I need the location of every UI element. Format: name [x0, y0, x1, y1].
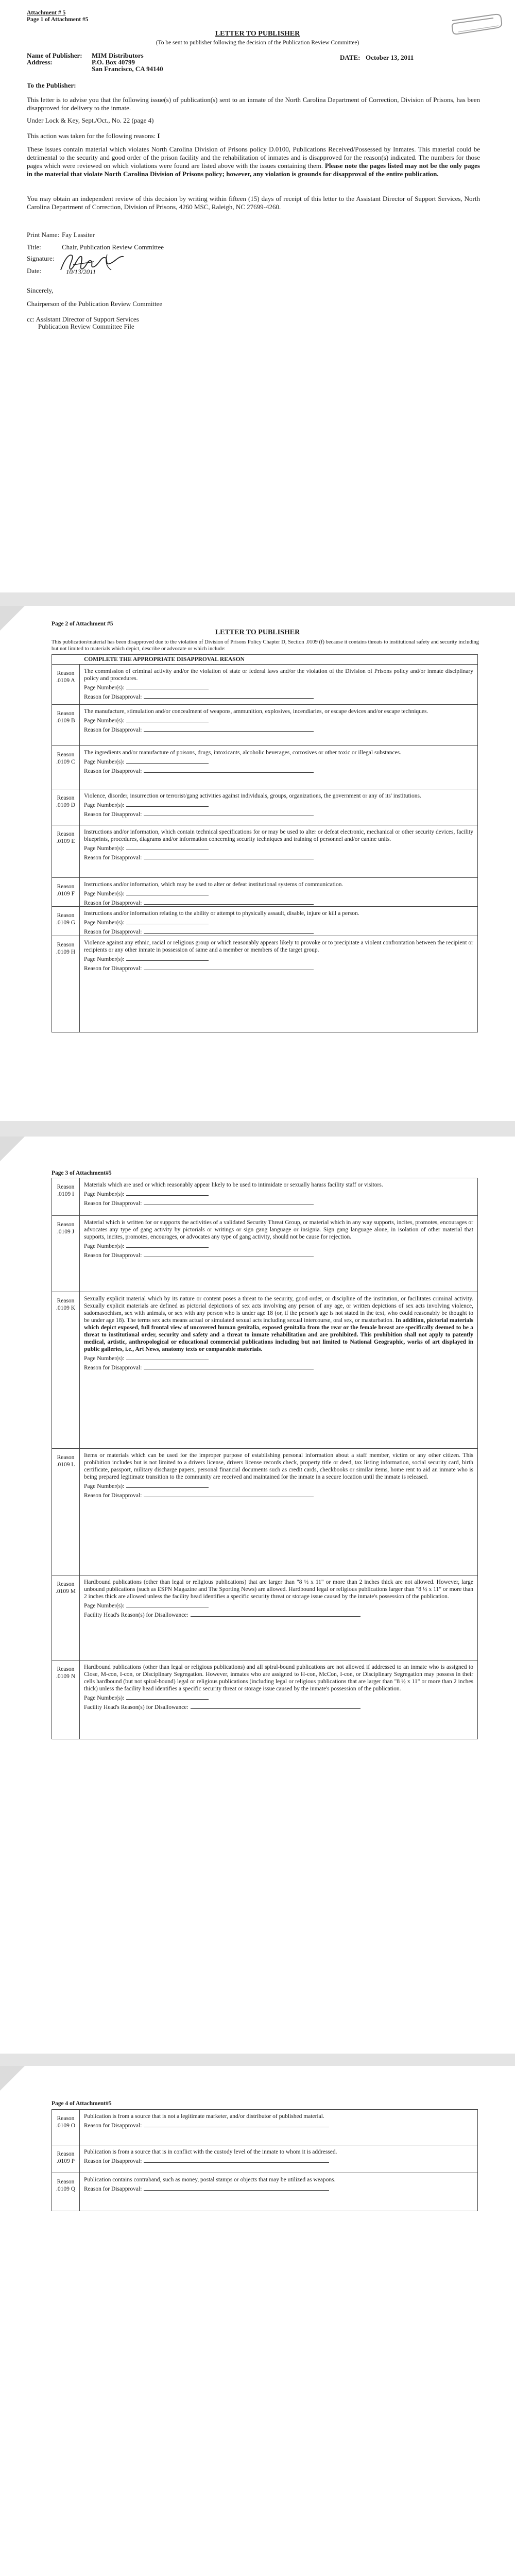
reason-text: Items or materials which can be used for the improper purpose of establishing personal information about a staff member, victim or any other citizen. This prohibition includes but is not limited to a drivers license, drivers license records check, property title or deed, tax listing information, social security card, birth certificate, passport, military discharge papers, personal financial documents such as credit cards, checkbooks or similar items, home rent to aid an inmate who is being prepared legitimate transition to the community are received and maintained for the inmate in a secure location until the inmate is released.	[84, 1452, 473, 1480]
page-numbers-blank	[126, 1601, 209, 1607]
reason-text: Hardbound publications (other than legal or religious publications) that are larger than "8 ½ x 11" or more than 2 inches thick are not allowed. However, large unbound publications (such as ESPN Magazine and The Sporting News) are allowed. Hardbound legal or religious publications larger than "8 ½ x 11" or more than 2 inches thick are allowed unless the facility head identifies a specific security threat or storage issue caused by the inmate's possession of the publication.	[84, 1579, 473, 1600]
page-numbers-label: Page Number(s):	[84, 1695, 125, 1701]
reason-text: Violence against any ethnic, racial or religious group or which reasonably appears likely to provoke or to precipitate a violent confrontation between the recipient or recipients or any other inmate in possession of same and a member or members of the target group.	[84, 940, 473, 953]
reason-disapproval-line	[84, 767, 473, 775]
page-numbers-label: Page Number(s):	[84, 1483, 125, 1489]
reason-row	[52, 906, 477, 936]
disapproval-table	[52, 654, 478, 1032]
reason-description	[84, 828, 473, 861]
reason-text: Materials which are used or which reasonably appear likely to be used to intimidate or sexually harass facility staff or visitors.	[84, 1182, 383, 1188]
reason-row	[52, 1448, 477, 1575]
page-separator	[0, 1121, 515, 1137]
reason-text: Publication contains contraband, such as money, postal stamps or objects that may be utilized as weapons.	[84, 2177, 336, 2183]
reason-disapproval-blank	[144, 1363, 314, 1369]
chairperson-line: Chairperson of the Publication Review Committee	[27, 300, 163, 308]
reason-disapproval-line	[84, 725, 473, 734]
review-paragraph: You may obtain an independent review of this decision by writing within fifteen (15) days of receipt of this letter to the Assistant Director of Support Services, North Carolina Department of Correction, Division of Prisons, 4260 MSC, Raleigh, NC 27699-4260.	[27, 195, 480, 211]
page-numbers-line	[84, 716, 473, 724]
page-title: LETTER TO PUBLISHER	[215, 30, 300, 38]
reason-row	[52, 825, 477, 878]
policy-text: These issues contain material which violates North Carolina Division of Prisons policy D.0100, Publications Received/Possessed by Inmates. This material could be detrimental to the security and good order of the prison facility and the rehabilitation of inmates and is disapproved for the reason(s) indicated. The numbers for those pages which were reviewed on which violations were found are listed above with the issues containing them.	[27, 145, 480, 170]
page-fold-corner	[0, 606, 25, 631]
reason-disapproval-blank	[144, 810, 314, 816]
reason-disapproval-blank	[144, 1491, 314, 1497]
reason-disapproval-blank	[144, 2157, 329, 2163]
intro-paragraph: This publication/material has been disapproved due to the violation of Division of Prisons Policy Chapter D, Section .0109 (f) because it contains threats to institutional safety and security including but not limited to materials which depict, describe or advocate or which include:	[52, 639, 479, 652]
reason-disapproval-label: Reason for Disapproval:	[84, 1200, 142, 1207]
reason-code: Reason .0109 J	[52, 1216, 80, 1292]
reason-disapproval-line	[84, 2157, 473, 2165]
reason-row	[52, 936, 477, 1032]
page-numbers-blank	[126, 1482, 209, 1488]
reason-description	[84, 1295, 473, 1371]
reason-row	[52, 877, 477, 907]
policy-paragraph	[27, 145, 480, 178]
reason-disapproval-label: Reason for Disapproval:	[84, 1252, 142, 1259]
title-value: Chair, Publication Review Committee	[62, 243, 164, 251]
reason-bold-text: In addition, pictorial materials which depict exposed, full frontal view of uncovered human genitalia, exposed genitalia from the rear or the female breast are specifically deemed to be a threat to institutional order, security and safety and a threat to inmate rehabilitation and are prohibited. This prohibition shall not apply to patently medical, artistic, anthropological or educational commercial publications including but not limited to National Geographic, works of art displayed in public galleries, i.e., Art News, anatomy texts or comparable materials.	[84, 1317, 474, 1352]
cc-line-2: Publication Review Committee File	[38, 323, 134, 330]
page-numbers-line	[84, 1354, 473, 1362]
reason-description	[84, 792, 473, 818]
reason-row	[52, 664, 477, 705]
page-numbers-label: Page Number(s):	[84, 1355, 125, 1362]
reason-code: Reason .0109 H	[52, 936, 80, 1032]
page-numbers-blank	[126, 844, 209, 850]
reason-disapproval-blank	[144, 725, 314, 732]
page-numbers-blank	[126, 889, 209, 895]
reason-disapproval-blank	[144, 853, 314, 859]
reason-disapproval-line	[84, 1199, 473, 1207]
reason-disapproval-label: Reason for Disapproval:	[84, 768, 142, 774]
page-fold-corner	[0, 2066, 25, 2091]
reason-disapproval-label: Reason for Disapproval:	[84, 929, 142, 935]
address-label: Address:	[27, 58, 53, 66]
issue-listing: Under Lock & Key, Sept./Oct., No. 22 (page 4)	[27, 116, 154, 124]
reason-text: Publication is from a source that is in conflict with the custody level of the inmate to whom it is addressed.	[84, 2149, 337, 2155]
reason-code: Reason .0109 I	[52, 1178, 80, 1215]
reason-disapproval-line	[84, 2121, 473, 2129]
page-numbers-line	[84, 1693, 473, 1702]
reason-row	[52, 2110, 477, 2145]
page-separator	[0, 2054, 515, 2066]
reason-text: Publication is from a source that is not a legitimate marketer, and/or distributor of published material.	[84, 2113, 324, 2120]
page-numbers-line	[84, 889, 473, 897]
reason-disapproval-label: Reason for Disapproval:	[84, 855, 142, 861]
reason-disapproval-line	[84, 810, 473, 818]
reason-code: Reason .0109 F	[52, 878, 80, 907]
page-numbers-label: Page Number(s):	[84, 802, 125, 808]
reasons-code: I	[157, 132, 160, 140]
page-subtitle: (To be sent to publisher following the decision of the Publication Review Committee)	[156, 40, 359, 46]
reason-disapproval-label: Reason for Disapproval:	[84, 2186, 142, 2192]
reason-row	[52, 704, 477, 746]
attachment-label: Attachment # 5	[27, 10, 66, 16]
page-label: Page 4 of Attachment#5	[52, 2100, 112, 2107]
page-numbers-label: Page Number(s):	[84, 685, 125, 691]
reasons-line	[27, 132, 160, 140]
reason-text: Material which is written for or supports the activities of a validated Security Threat Group, or material which in any way supports, incites, promotes, encourages or advocates any type of gang activity by pictorials or writings or sign gang language or insignia. Sign gang language alone, in isolation of other material that supports, incites, promotes, encourages, or advocates any type of gang activity, should not be cause for rejection.	[84, 1219, 473, 1240]
reason-code: Reason .0109 P	[52, 2145, 80, 2173]
page-label: Page 2 of Attachment #5	[52, 621, 113, 627]
reason-description	[84, 1452, 473, 1499]
reason-code: Reason .0109 C	[52, 746, 80, 789]
date-label: DATE:	[340, 54, 360, 61]
reason-disapproval-label: Reason for Disapproval:	[84, 1365, 142, 1371]
reason-disapproval-blank	[144, 692, 314, 699]
reason-code: Reason .0109 D	[52, 789, 80, 825]
page-numbers-blank	[126, 716, 209, 722]
reason-description	[84, 881, 473, 907]
facility-reason-blank	[191, 1703, 360, 1709]
letter-page-4	[0, 2066, 515, 2576]
reason-description	[84, 1664, 473, 1711]
date2-label: Date:	[27, 267, 42, 275]
reason-code: Reason .0109 L	[52, 1449, 80, 1575]
reasons-prefix: This action was taken for the following reasons:	[27, 132, 158, 140]
reason-disapproval-line	[84, 1363, 473, 1371]
reason-description	[84, 939, 473, 972]
reason-text: Violence, disorder, insurrection or terrorist/gang activities against individuals, groups, organizations, the government or any of its' institutions.	[84, 793, 421, 799]
letter-page-3	[0, 1137, 515, 2054]
page-numbers-label: Page Number(s):	[84, 759, 125, 765]
page-numbers-blank	[126, 918, 209, 924]
page-numbers-label: Page Number(s):	[84, 920, 125, 926]
date-value: October 13, 2011	[366, 54, 414, 61]
reason-disapproval-blank	[144, 767, 314, 773]
page-numbers-line	[84, 683, 473, 691]
page-numbers-line	[84, 918, 473, 926]
reason-row	[52, 745, 477, 789]
page-numbers-label: Page Number(s):	[84, 718, 125, 724]
reason-description	[84, 910, 473, 936]
page-numbers-blank	[126, 955, 209, 961]
page-numbers-label: Page Number(s):	[84, 845, 125, 852]
sincerely: Sincerely,	[27, 286, 54, 294]
page-numbers-blank	[126, 1190, 209, 1196]
page-numbers-label: Page Number(s):	[84, 891, 125, 897]
page-numbers-line	[84, 955, 473, 963]
disapproval-table	[52, 2109, 478, 2211]
reason-disapproval-label: Reason for Disapproval:	[84, 2123, 142, 2129]
reason-text: The manufacture, stimulation and/or concealment of weapons, ammunition, explosives, incendiaries, or escape devices and/or escape techniques.	[84, 708, 428, 715]
reason-disapproval-label: Reason for Disapproval:	[84, 1493, 142, 1499]
reason-disapproval-line	[84, 1491, 473, 1499]
disapproval-table	[52, 1178, 478, 1739]
page-numbers-line	[84, 1601, 473, 1609]
page-numbers-label: Page Number(s):	[84, 1243, 125, 1249]
facility-reason-label: Facility Head's Reason(s) for Disallowance:	[84, 1612, 188, 1618]
reason-text: Instructions and/or information, which contain technical specifications for or may be used to alter or defeat electronic, mechanical or other security devices, facility blueprints, procedures, diagrams and/or information concerning security techniques and training of personnel and/or canine units.	[84, 829, 473, 842]
reason-description	[84, 668, 473, 701]
reason-code: Reason .0109 K	[52, 1292, 80, 1449]
reason-row	[52, 1215, 477, 1292]
page-numbers-blank	[126, 1354, 209, 1360]
reason-row	[52, 1660, 477, 1739]
page-numbers-label: Page Number(s):	[84, 956, 125, 962]
letter-page-2	[0, 606, 515, 1121]
reason-row	[52, 789, 477, 825]
facility-reason-line	[84, 1611, 473, 1619]
reason-disapproval-label: Reason for Disapproval:	[84, 900, 142, 906]
reason-disapproval-line	[84, 899, 473, 907]
reason-description	[84, 2148, 473, 2165]
reason-code: Reason .0109 O	[52, 2110, 80, 2145]
reason-description	[84, 1181, 473, 1207]
reason-disapproval-label: Reason for Disapproval:	[84, 811, 142, 818]
page-numbers-label: Page Number(s):	[84, 1191, 125, 1197]
reason-text: Sexually explicit material which by its nature or content poses a threat to the security, good order, or discipline of the institution, or facilitates criminal activity. Sexually explicit materials are defined as pictorial depictions of sex acts involving any person of any age, or written depictions of sex acts involving violence, sadomasochism, sex with animals, or sex with any person who is under age 18 (or, if the person's age is not stated in the text, who could reasonably be thought to be under age 18). The terms sex acts means actual or simulated sexual acts including sexual intercourse, oral sex, or masturbation.	[84, 1296, 473, 1324]
reason-description	[84, 749, 473, 775]
reason-disapproval-line	[84, 692, 473, 701]
print-name-value: Fay Lassiter	[62, 231, 95, 239]
reason-row	[52, 2173, 477, 2211]
reason-row	[52, 1178, 477, 1215]
reason-disapproval-blank	[144, 899, 314, 905]
title-label: Title:	[27, 243, 41, 251]
reason-description	[84, 1579, 473, 1619]
page-numbers-blank	[126, 1242, 209, 1248]
reason-row	[52, 2145, 477, 2173]
salutation: To the Publisher:	[27, 81, 76, 89]
letter-page-1	[0, 0, 515, 592]
reason-disapproval-label: Reason for Disapproval:	[84, 694, 142, 700]
page-numbers-blank	[126, 1693, 209, 1700]
reason-text: Instructions and/or information relating to the ability or attempt to physically assault, disable, injure or kill a person.	[84, 910, 359, 917]
reason-disapproval-line	[84, 927, 473, 936]
facility-reason-blank	[191, 1611, 360, 1617]
reason-text: The commission of criminal activity and/or the violation of state or federal laws and/or the violation of the Division of Prisons policy and/or inmate disciplinary policy and procedures.	[84, 668, 473, 682]
page-separator	[0, 592, 515, 606]
page-numbers-blank	[126, 757, 209, 764]
publisher-name-value: MIM Distributors	[92, 52, 144, 59]
reason-description	[84, 708, 473, 734]
facility-reason-line	[84, 1703, 473, 1711]
reason-code: Reason .0109 N	[52, 1660, 80, 1739]
reason-disapproval-line	[84, 2184, 473, 2193]
reason-disapproval-blank	[144, 1199, 314, 1205]
signature-label: Signature:	[27, 255, 55, 262]
facility-reason-label: Facility Head's Reason(s) for Disallowance:	[84, 1704, 188, 1710]
reason-code: Reason .0109 G	[52, 907, 80, 936]
table-header: COMPLETE THE APPROPRIATE DISAPPROVAL REASON	[84, 656, 245, 663]
reason-code: Reason .0109 M	[52, 1575, 80, 1660]
reason-code: Reason .0109 E	[52, 825, 80, 878]
address-line-1: P.O. Box 40799	[92, 58, 135, 66]
reason-code: Reason .0109 A	[52, 665, 80, 705]
reason-text: The ingredients and/or manufacture of poisons, drugs, intoxicants, alcoholic beverages, corrosives or other toxic or illegal substances.	[84, 750, 402, 756]
page-numbers-line	[84, 844, 473, 852]
page-numbers-line	[84, 1482, 473, 1490]
page-numbers-blank	[126, 683, 209, 689]
reason-code: Reason .0109 B	[52, 705, 80, 746]
reason-text: Hardbound publications (other than legal or religious publications) and all spiral-bound publications are not allowed if addressed to an inmate who is assigned to Close, M-con, I-con, or Disciplinary Segregation. However, inmates who are assigned to H-con, McCon, I-con, or Disciplinary Segregation may possess in their cells hardbound (but not spiral-bound) legal or religious publications (including legal or religious publications that are larger than "8 ½ x 11" or more than 2 inches thick) unless the facility head identifies a specific security threat or storage issue caused by the inmate's possession of the publication.	[84, 1664, 473, 1692]
page-label: Page 1 of Attachment #5	[27, 16, 89, 23]
reason-disapproval-line	[84, 1251, 473, 1259]
reason-disapproval-blank	[144, 2184, 329, 2191]
reason-disapproval-line	[84, 964, 473, 972]
reason-disapproval-label: Reason for Disapproval:	[84, 727, 142, 733]
reason-disapproval-blank	[144, 964, 314, 970]
page-numbers-label: Page Number(s):	[84, 1603, 125, 1609]
reason-code: Reason .0109 Q	[52, 2173, 80, 2211]
page-numbers-line	[84, 1190, 473, 1198]
reason-disapproval-blank	[144, 1251, 314, 1257]
reason-description	[84, 2113, 473, 2129]
print-name-label: Print Name:	[27, 231, 60, 239]
reason-disapproval-line	[84, 853, 473, 861]
intro-paragraph: This letter is to advise you that the following issue(s) of publication(s) sent to an inmate of the North Carolina Department of Correction, Division of Prisons, has been disapproved for delivery to the inmate.	[27, 96, 480, 112]
reason-disapproval-label: Reason for Disapproval:	[84, 965, 142, 972]
date2-value: 10/13/2011	[66, 268, 96, 276]
policy-notice: Please note the pages listed may not be the only pages in the material that violate North Carolina Division of Prisons policy; however, any violation is grounds for disapproval of the entire publication.	[27, 162, 480, 178]
cc-line-1: cc: Assistant Director of Support Services	[27, 315, 139, 323]
reason-disapproval-blank	[144, 2121, 329, 2127]
address-line-2: San Francisco, CA 94140	[92, 65, 163, 73]
page-numbers-line	[84, 1242, 473, 1250]
page-numbers-blank	[126, 801, 209, 807]
reason-text: Instructions and/or information, which may be used to alter or defeat institutional systems of communication.	[84, 882, 344, 888]
publisher-name-label: Name of Publisher:	[27, 52, 82, 59]
reason-description	[84, 2176, 473, 2193]
page-label: Page 3 of Attachment#5	[52, 1170, 112, 1176]
reason-row	[52, 1575, 477, 1660]
reason-disapproval-label: Reason for Disapproval:	[84, 2158, 142, 2164]
reason-row	[52, 1292, 477, 1449]
reason-disapproval-blank	[144, 927, 314, 934]
reason-description	[84, 1219, 473, 1259]
page-numbers-line	[84, 757, 473, 766]
page-fold-corner	[0, 1137, 25, 1161]
page-numbers-line	[84, 801, 473, 809]
page-title: LETTER TO PUBLISHER	[215, 629, 300, 636]
